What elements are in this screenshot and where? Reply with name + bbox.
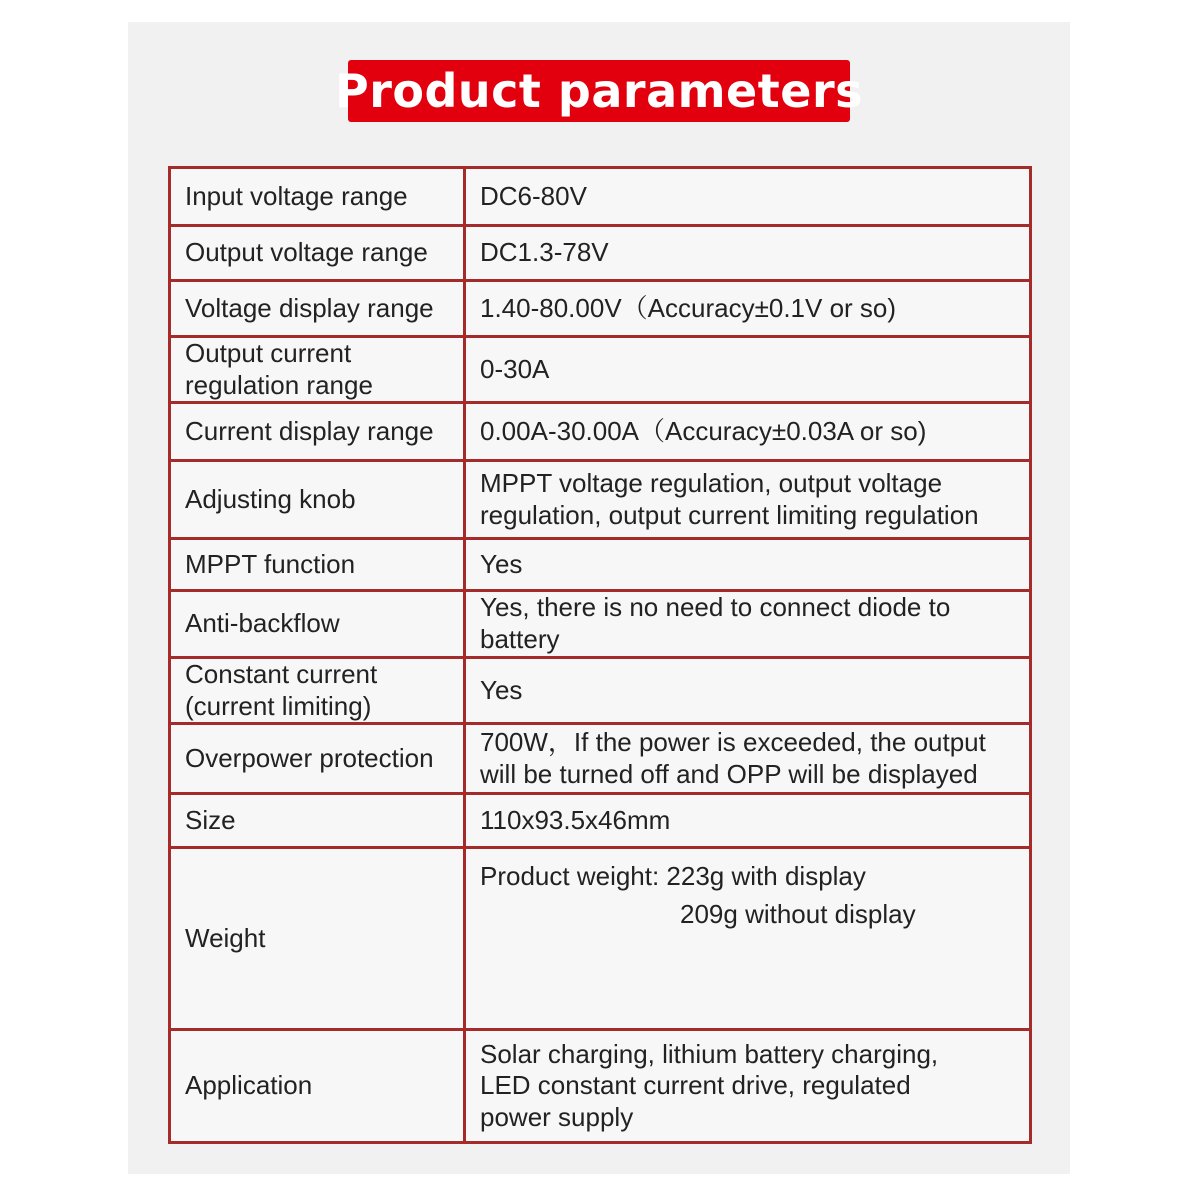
param-label: Current display range: [170, 403, 465, 461]
table-row: [170, 539, 1031, 591]
param-value: 0.00A-30.00A（Accuracy±0.03A or so): [465, 403, 1031, 461]
param-value-weight: [465, 848, 1031, 1030]
weight-with-display: Product weight: 223g with display: [480, 861, 866, 892]
param-value: 1.40-80.00V（Accuracy±0.1V or so): [465, 281, 1031, 337]
param-value: Yes, there is no need to connect diode to battery: [465, 591, 1031, 657]
param-label: MPPT function: [170, 539, 465, 591]
title-banner: [334, 60, 864, 122]
param-value: Yes: [465, 539, 1031, 591]
param-label: Size: [170, 794, 465, 848]
table-row: [170, 657, 1031, 723]
param-label: Overpower protection: [170, 724, 465, 794]
table-row: [170, 168, 1031, 226]
weight-without-display: 209g without display: [680, 899, 916, 930]
table-row: [170, 226, 1031, 281]
param-label: Adjusting knob: [170, 461, 465, 539]
param-label: Output voltage range: [170, 226, 465, 281]
table-row: [170, 281, 1031, 337]
param-value: MPPT voltage regulation, output voltage regulation, output current limiting regulation: [465, 461, 1031, 539]
table-row: [170, 461, 1031, 539]
table-row: [170, 724, 1031, 794]
parameters-table: [168, 166, 1032, 1144]
param-value: Yes: [465, 657, 1031, 723]
table-row: [170, 591, 1031, 657]
param-value: DC1.3-78V: [465, 226, 1031, 281]
param-label: Constant current (current limiting): [170, 657, 465, 723]
param-value: 0-30A: [465, 337, 1031, 403]
table-row: [170, 403, 1031, 461]
param-value: 110x93.5x46mm: [465, 794, 1031, 848]
param-label: Input voltage range: [170, 168, 465, 226]
table-row: [170, 848, 1031, 1030]
param-label: Voltage display range: [170, 281, 465, 337]
table-row: [170, 337, 1031, 403]
param-label: Application: [170, 1030, 465, 1143]
param-value: 700W，If the power is exceeded, the output will be turned off and OPP will be displayed: [465, 724, 1031, 794]
param-value: DC6-80V: [465, 168, 1031, 226]
page-title: Product parameters: [334, 64, 864, 118]
table-row: [170, 1030, 1031, 1143]
table-row: [170, 794, 1031, 848]
param-label: Output current regulation range: [170, 337, 465, 403]
param-value: Solar charging, lithium battery charging, LED constant current drive, regulated power supply: [465, 1030, 1031, 1143]
param-label: Weight: [170, 848, 465, 1030]
param-label: Anti-backflow: [170, 591, 465, 657]
